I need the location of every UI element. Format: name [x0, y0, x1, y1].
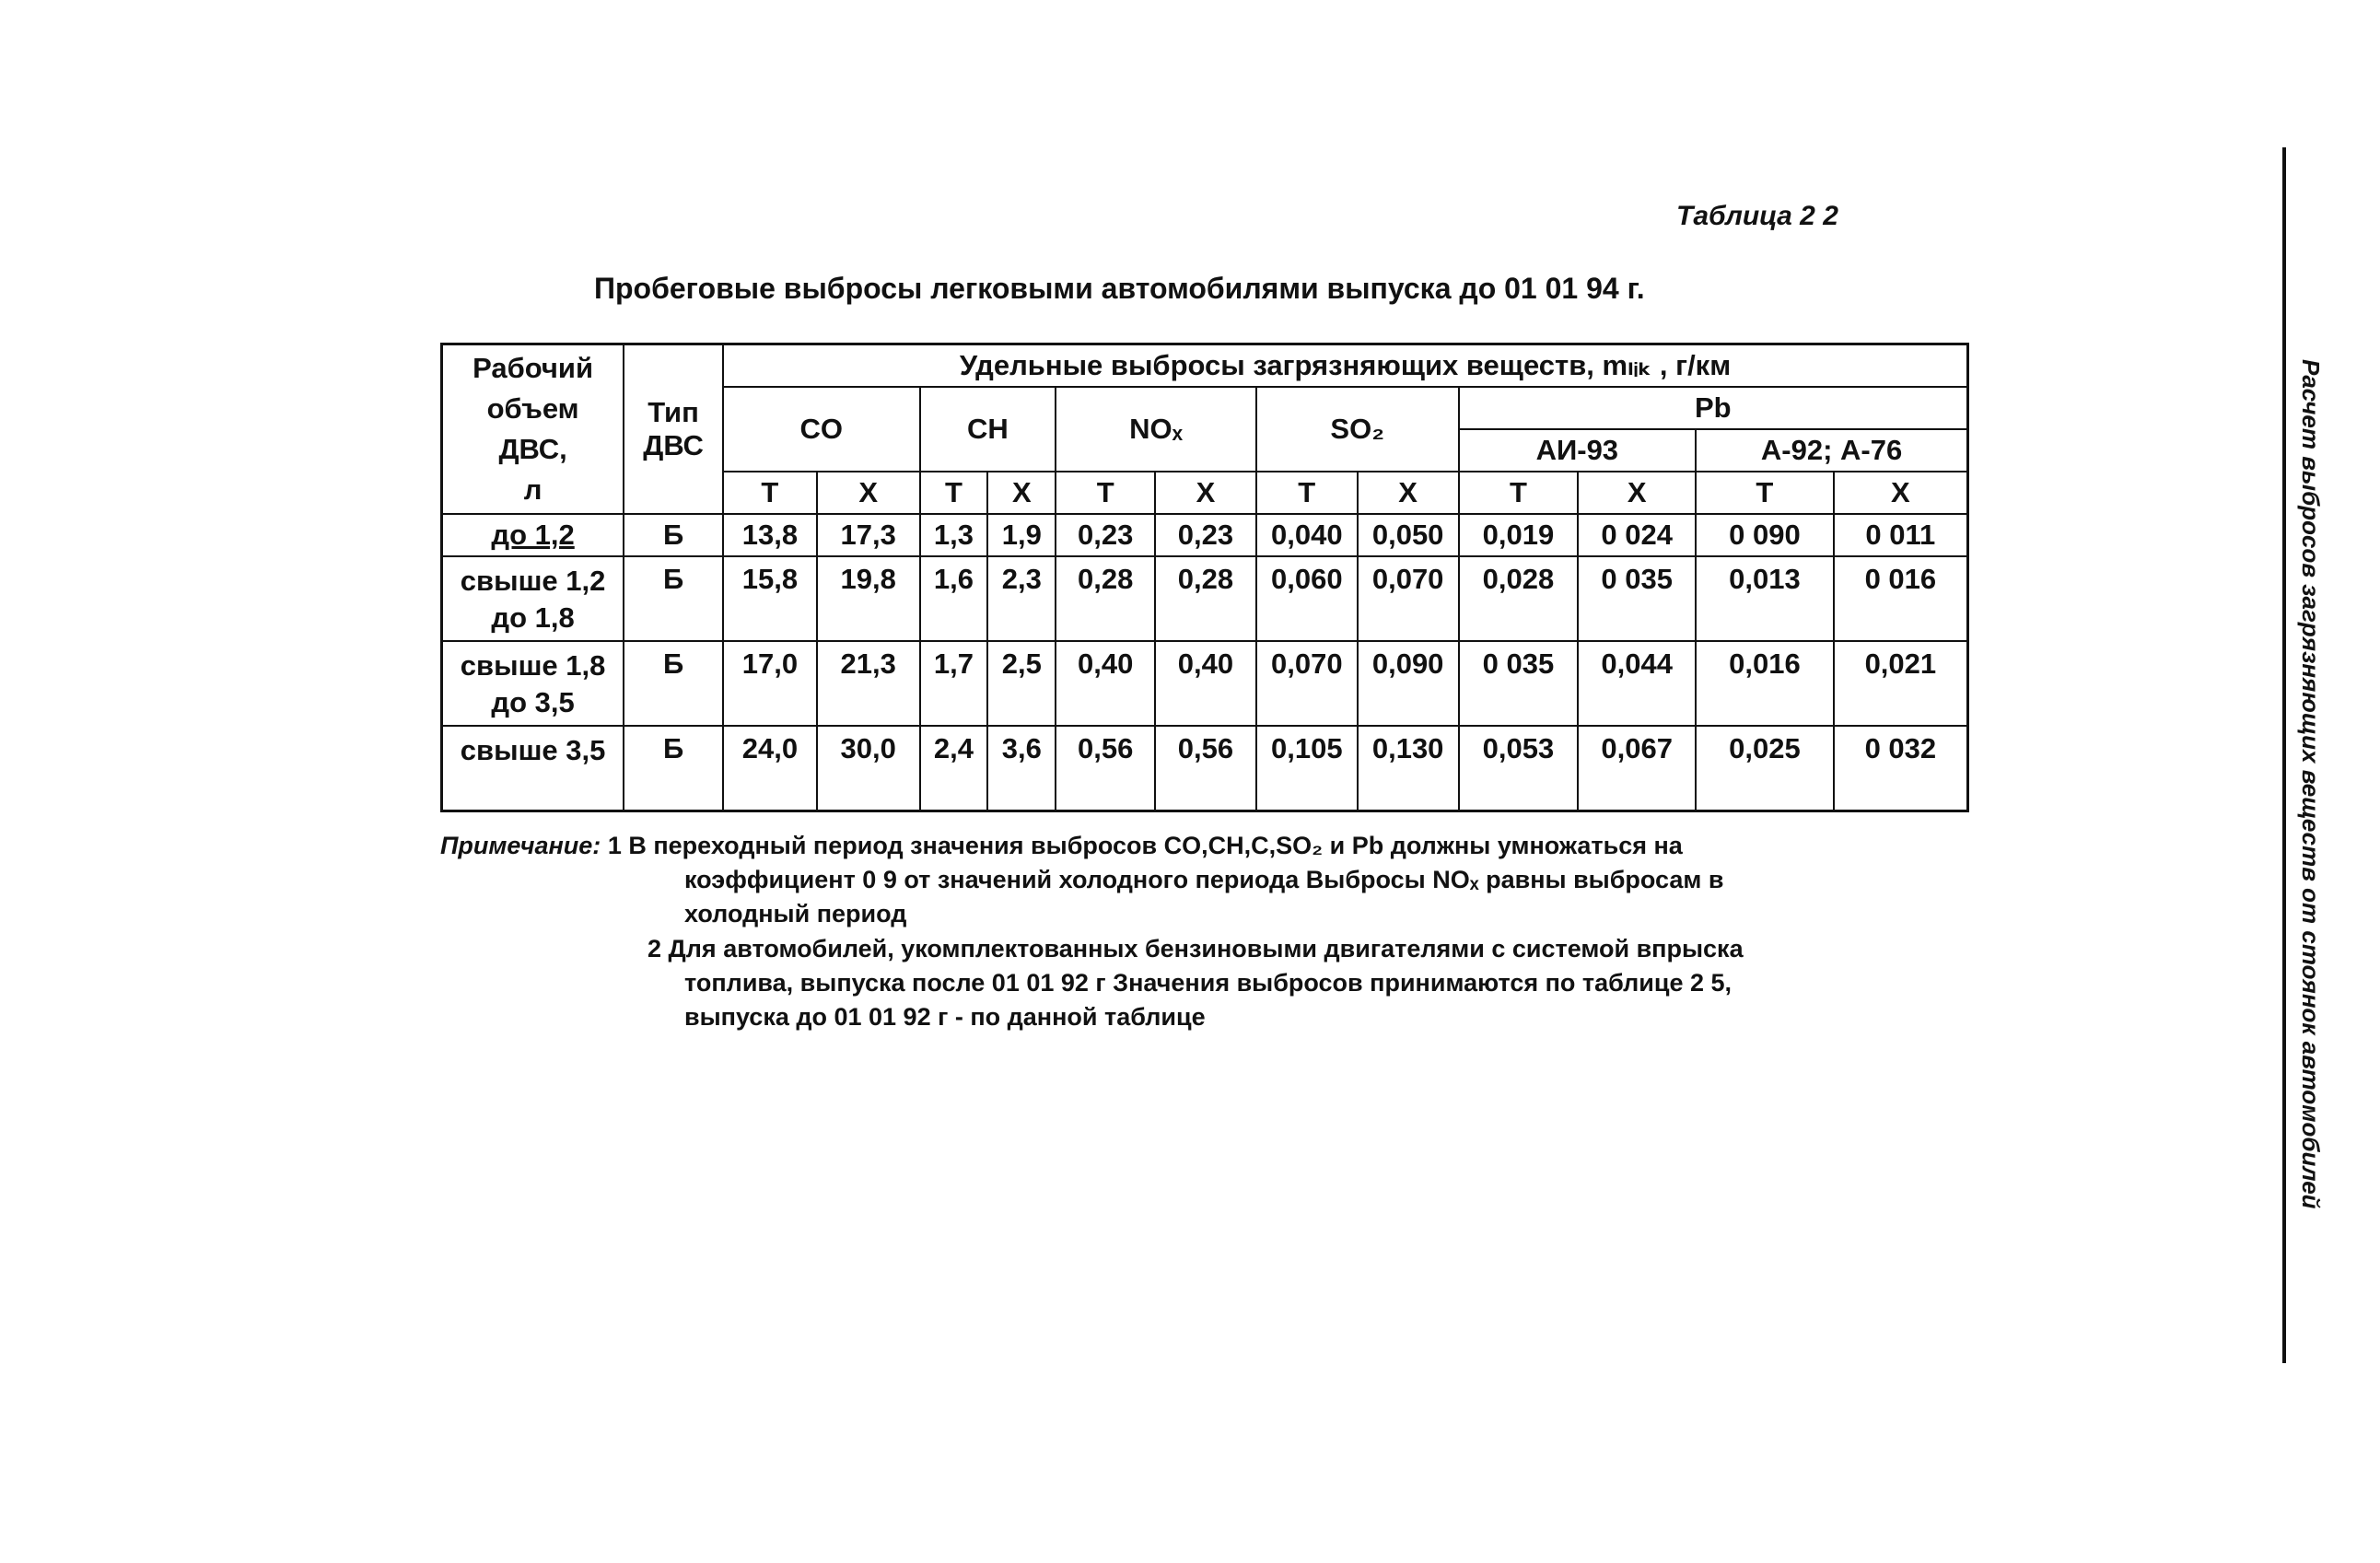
cell: 30,0	[817, 726, 920, 811]
note-1	[440, 829, 1960, 931]
header-engine-volume: Рабочий объем ДВС, л	[442, 344, 624, 515]
row-type: Б	[624, 641, 723, 726]
cell: 0,067	[1578, 726, 1696, 811]
cell: 0,105	[1256, 726, 1358, 811]
cell: 0,053	[1459, 726, 1579, 811]
cell: 1,6	[920, 556, 988, 641]
cell: 0 024	[1578, 514, 1696, 556]
row-volume: свыше 1,8 до 3,5	[442, 641, 624, 726]
cell: 0,40	[1155, 641, 1256, 726]
table-title: Пробеговые выбросы легковыми автомобилями выпуска до 01 01 94 г.	[594, 272, 1645, 305]
cell: 0 090	[1696, 514, 1834, 556]
cell: 15,8	[723, 556, 817, 641]
header-so2: SO₂	[1256, 387, 1459, 472]
table-row	[442, 726, 1968, 811]
note-2-line-2: топлива, выпуска после 01 01 92 г Значения выбросов принимаются по таблице 2 5,	[684, 969, 1732, 997]
cell: 19,8	[817, 556, 920, 641]
header-period: Т	[920, 472, 988, 514]
note-2-line-3: выпуска до 01 01 92 г - по данной таблице	[684, 1003, 1206, 1031]
header-ch: CH	[920, 387, 1056, 472]
header-period: Т	[1056, 472, 1155, 514]
header-specific-emissions: Удельные выбросы загрязняющих веществ, mₗᵢₖ , г/км	[723, 344, 1968, 388]
running-header: Расчет выбросов загрязняющих веществ от стоянок автомобилей	[2297, 359, 2325, 1209]
cell: 0,050	[1358, 514, 1459, 556]
cell: 0 016	[1834, 556, 1968, 641]
note-1-line-1: В переходный период значения выбросов CO,CH,C,SO₂ и Pb должны умножаться на	[628, 832, 1683, 859]
table-row	[442, 514, 1968, 556]
header-period: Х	[817, 472, 920, 514]
margin-rule	[2282, 147, 2286, 1363]
note-2	[648, 932, 1955, 1034]
row-type: Б	[624, 514, 723, 556]
cell: 13,8	[723, 514, 817, 556]
cell: 0,021	[1834, 641, 1968, 726]
cell: 17,0	[723, 641, 817, 726]
row-volume: свыше 1,2 до 1,8	[442, 556, 624, 641]
note-2-number: 2	[648, 935, 662, 962]
cell: 0,016	[1696, 641, 1834, 726]
cell: 0,28	[1155, 556, 1256, 641]
header-nox: NOₓ	[1056, 387, 1256, 472]
header-period: Х	[1155, 472, 1256, 514]
table-row	[442, 556, 1968, 641]
row-type: Б	[624, 556, 723, 641]
cell: 24,0	[723, 726, 817, 811]
cell: 0,070	[1358, 556, 1459, 641]
cell: 2,5	[987, 641, 1056, 726]
header-co: CO	[723, 387, 920, 472]
cell: 0,130	[1358, 726, 1459, 811]
cell: 2,4	[920, 726, 988, 811]
cell: 0,28	[1056, 556, 1155, 641]
cell: 0,028	[1459, 556, 1579, 641]
cell: 1,9	[987, 514, 1056, 556]
cell: 1,7	[920, 641, 988, 726]
note-1-line-3: холодный период	[684, 900, 907, 927]
cell: 0,070	[1256, 641, 1358, 726]
cell: 0,23	[1155, 514, 1256, 556]
cell: 0 035	[1459, 641, 1579, 726]
cell: 0 032	[1834, 726, 1968, 811]
header-period: Х	[1358, 472, 1459, 514]
header-period: Х	[987, 472, 1056, 514]
header-pb-ai93: АИ-93	[1459, 429, 1697, 472]
cell: 2,3	[987, 556, 1056, 641]
header-period: Х	[1834, 472, 1968, 514]
cell: 0,56	[1056, 726, 1155, 811]
header-period: Х	[1578, 472, 1696, 514]
note-1-line-2: коэффициент 0 9 от значений холодного периода Выбросы NOₓ равны выбросам в	[684, 866, 1724, 893]
cell: 0,044	[1578, 641, 1696, 726]
cell: 0 035	[1578, 556, 1696, 641]
cell: 1,3	[920, 514, 988, 556]
row-type: Б	[624, 726, 723, 811]
header-engine-type: Тип ДВС	[624, 344, 723, 515]
note-2-line-1: Для автомобилей, укомплектованных бензиновыми двигателями с системой впрыска	[668, 935, 1744, 962]
table-row	[442, 641, 1968, 726]
cell: 0,040	[1256, 514, 1358, 556]
cell: 21,3	[817, 641, 920, 726]
header-pb-a92-a76: А-92; А-76	[1696, 429, 1967, 472]
cell: 3,6	[987, 726, 1056, 811]
cell: 0,019	[1459, 514, 1579, 556]
cell: 0,56	[1155, 726, 1256, 811]
header-period: Т	[1696, 472, 1834, 514]
cell: 0,40	[1056, 641, 1155, 726]
notes-label: Примечание:	[440, 832, 601, 859]
cell: 0,23	[1056, 514, 1155, 556]
cell: 0 011	[1834, 514, 1968, 556]
cell: 0,025	[1696, 726, 1834, 811]
header-period: Т	[723, 472, 817, 514]
header-period: Т	[1256, 472, 1358, 514]
header-period: Т	[1459, 472, 1579, 514]
emissions-table	[440, 343, 1969, 812]
note-1-number: 1	[607, 832, 622, 859]
cell: 17,3	[817, 514, 920, 556]
cell: 0,013	[1696, 556, 1834, 641]
row-volume: до 1,2	[442, 514, 624, 556]
cell: 0,090	[1358, 641, 1459, 726]
header-pb: Pb	[1459, 387, 1968, 429]
cell: 0,060	[1256, 556, 1358, 641]
row-volume: свыше 3,5	[442, 726, 624, 811]
table-number-label: Таблица 2 2	[1676, 201, 1838, 231]
